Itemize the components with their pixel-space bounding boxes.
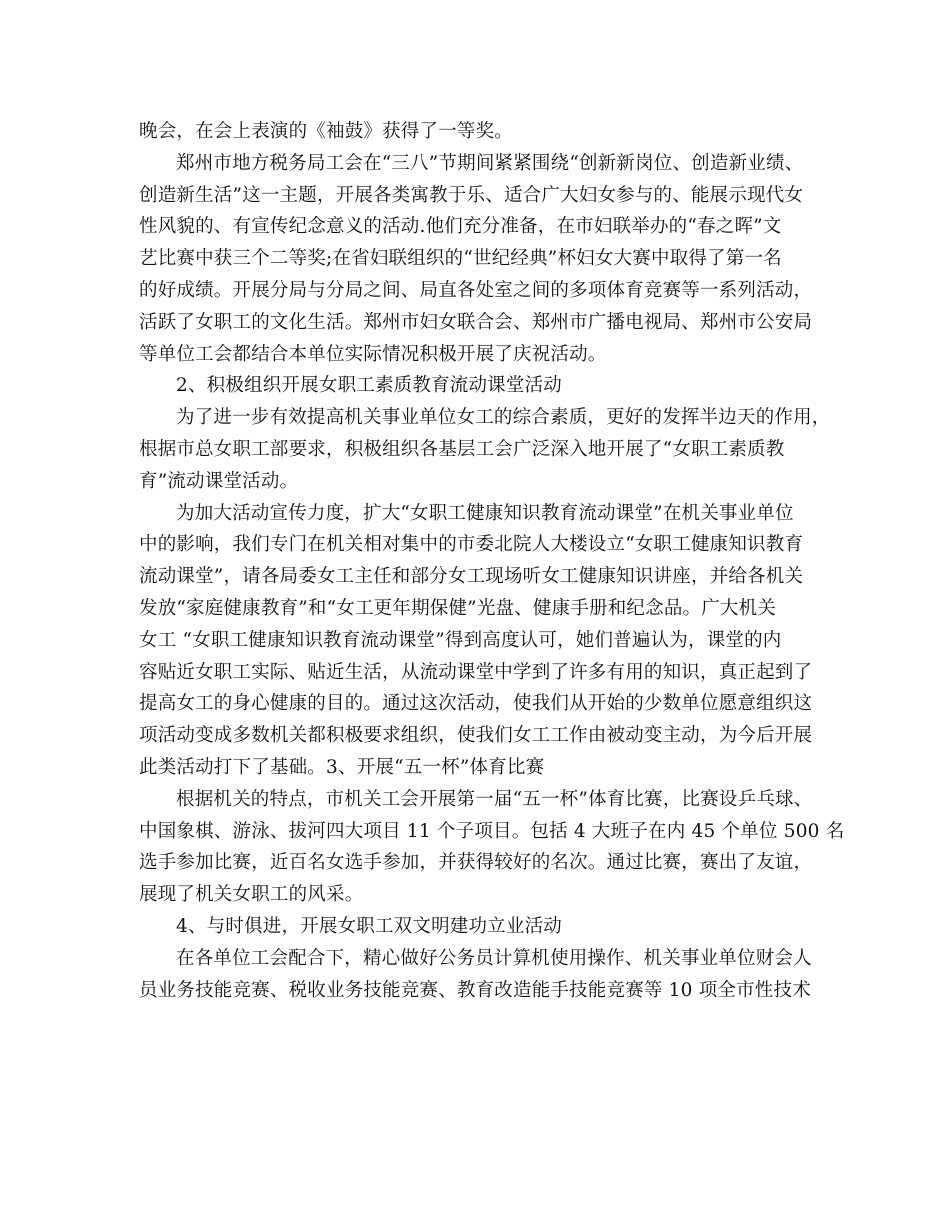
text-line: 此类活动打下了基础。3、开展“五一杯”体育比赛: [139, 756, 545, 778]
text-line: 晚会，在会上表演的《袖鼓》获得了一等奖。: [139, 121, 514, 142]
text-line: 提高女工的身心健康的目的。通过这次活动，使我们从开始的少数单位愿意组织这: [139, 693, 813, 715]
text-line: 女工 “女职工健康知识教育流动课堂”得到高度认可，她们普遍认为，课堂的内: [139, 629, 782, 651]
body-text: [139, 116, 845, 1006]
section-heading: 4、与时俱进，开展女职工双文明建功立业活动: [176, 915, 562, 937]
text-line: 根据市总女职工部要求，积极组织各基层工会广泛深入地开展了“女职工素质教: [139, 438, 785, 460]
text-line: 展现了机关女职工的风采。: [139, 884, 364, 906]
text-line: 为加大活动宣传力度，扩大“女职工健康知识教育流动课堂”在机关事业单位: [176, 502, 794, 524]
text-line: 项活动变成多数机关都积极要求组织，使我们女工工作由被动变主动，为今后开展: [139, 725, 813, 747]
text-line: 中的影响，我们专门在机关相对集中的市委北院人大楼设立“女职工健康知识教育: [139, 534, 804, 556]
text-line: 的好成绩。开展分局与分局之间、局直各处室之间的多项体育竞赛等一系列活动，: [139, 279, 813, 301]
text-line: 性风貌的、有宣传纪念意义的活动.他们充分准备，在市妇联举办的“春之晖”文: [139, 216, 782, 238]
text-line: 活跃了女职工的文化生活。郑州市妇女联合会、郑州市广播电视局、郑州市公安局: [139, 311, 813, 333]
text-line: 发放“家庭健康教育”和“女工更年期保健”光盘、健康手册和纪念品。广大机关: [139, 597, 777, 619]
section-heading: 2、积极组织开展女职工素质教育流动课堂活动: [176, 375, 562, 397]
text-line: 等单位工会都结合本单位实际情况积极开展了庆祝活动。: [139, 343, 607, 365]
text-line: 根据机关的特点，市机关工会开展第一届“五一杯”体育比赛，比赛设乒乓球、: [176, 788, 813, 810]
text-line: 艺比赛中获三个二等奖;在省妇联组织的“世纪经典”杯妇女大赛中取得了第一名: [139, 248, 782, 270]
text-line: 创造新生活”这一主题，开展各类寓教于乐、适合广大妇女参与的、能展示现代女: [139, 184, 804, 206]
text-line: 容贴近女职工实际、贴近生活，从流动课堂中学到了许多有用的知识，真正起到了: [139, 661, 813, 683]
text-line: 郑州市地方税务局工会在“三八”节期间紧紧围绕“创新新岗位、创造新业绩、: [176, 152, 804, 174]
text-line: 员业务技能竞赛、税收业务技能竞赛、教育改造能手技能竞赛等 10 项全市性技术: [139, 979, 811, 1001]
text-line: 在各单位工会配合下，精心做好公务员计算机使用操作、机关事业单位财会人: [176, 947, 812, 969]
text-line: 育”流动课堂活动。: [139, 470, 299, 492]
text-line: 中国象棋、游泳、拔河四大项目 11 个子项目。包括 4 大班子在内 45 个单位 500 名: [139, 820, 845, 842]
text-line: 选手参加比赛，近百名女选手参加，并获得较好的名次。通过比赛，赛出了友谊，: [139, 852, 813, 874]
text-line: 流动课堂”，请各局委女工主任和部分女工现场听女工健康知识讲座，并给各机关: [139, 566, 804, 588]
text-line: 为了进一步有效提高机关事业单位女工的综合素质，更好的发挥半边天的作用，: [176, 407, 831, 429]
